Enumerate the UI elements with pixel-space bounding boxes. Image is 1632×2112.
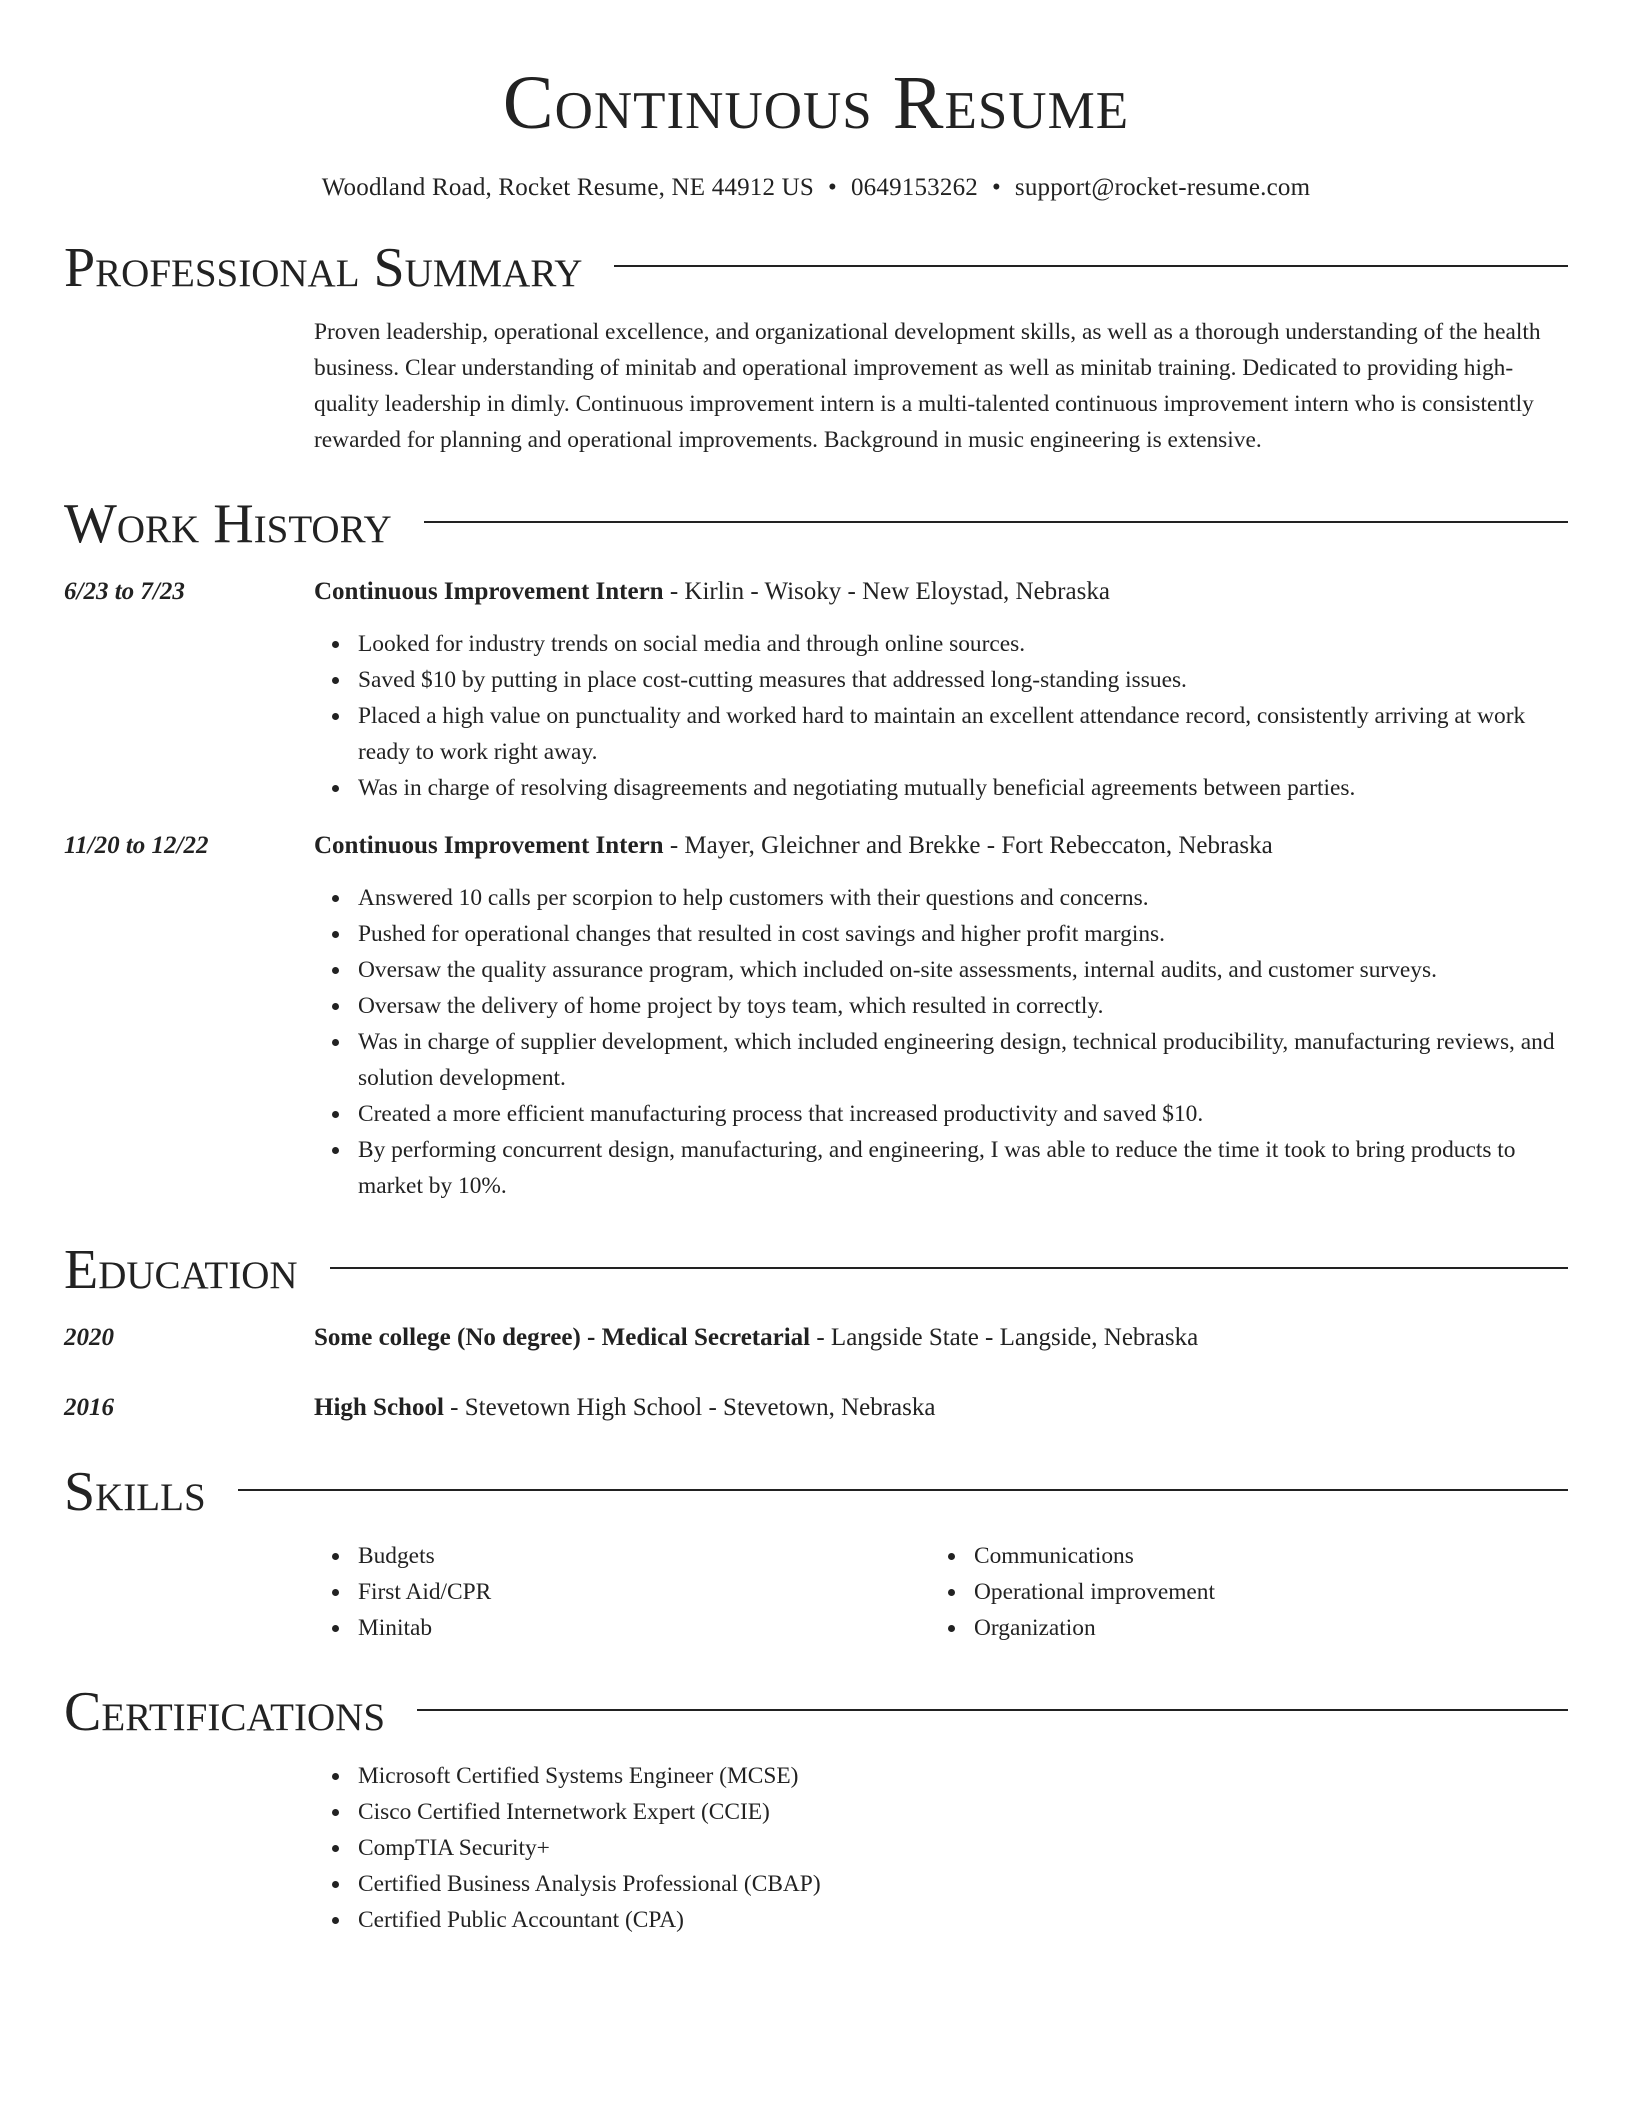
summary-row <box>64 314 1568 458</box>
list-item: Looked for industry trends on social media and through online sources. <box>358 626 1568 662</box>
certifications-section-header <box>64 1680 1568 1744</box>
work-section-header <box>64 492 1568 556</box>
skill-item: Minitab <box>358 1610 930 1646</box>
certification-item: Certified Business Analysis Professional (CBAP) <box>358 1866 1568 1902</box>
list-item: Saved $10 by putting in place cost-cutting measures that addressed long-standing issues. <box>358 662 1568 698</box>
certification-item: Microsoft Certified Systems Engineer (MCSE) <box>358 1758 1568 1794</box>
job-title: Continuous Improvement Intern <box>314 578 664 605</box>
address: Woodland Road, Rocket Resume, NE 44912 US <box>321 174 815 201</box>
list-item: Placed a high value on punctuality and worked hard to maintain an excellent attendance record, consistently arriving at work ready to work right away. <box>358 698 1568 770</box>
skill-item: Communications <box>974 1538 1546 1574</box>
email: support@rocket-resume.com <box>1014 174 1311 201</box>
skills-column-right <box>930 1538 1546 1646</box>
separator-dot: • <box>828 174 837 201</box>
section-divider <box>424 521 1568 523</box>
job-details: - Kirlin - Wisoky - New Eloystad, Nebraska <box>663 578 1110 605</box>
job-dates: 6/23 to 7/23 <box>64 578 185 605</box>
job-title: Continuous Improvement Intern <box>314 832 664 859</box>
separator-dot: • <box>991 174 1001 201</box>
list-item: Created a more efficient manufacturing process that increased productivity and saved $10. <box>358 1096 1568 1132</box>
education-degree: High School <box>314 1394 444 1421</box>
certifications-list <box>314 1758 1568 1938</box>
job-entry <box>64 828 1568 1204</box>
list-item: Oversaw the delivery of home project by toys team, which resulted in correctly. <box>358 988 1568 1024</box>
job-bullets <box>314 626 1568 806</box>
list-item: Answered 10 calls per scorpion to help customers with their questions and concerns. <box>358 880 1568 916</box>
education-details: - Langside State - Langside, Nebraska <box>810 1324 1199 1351</box>
education-degree: Some college (No degree) - Medical Secretarial <box>314 1324 811 1351</box>
job-entry <box>64 574 1568 806</box>
section-divider <box>238 1489 1568 1491</box>
education-details: - Stevetown High School - Stevetown, Nebraska <box>443 1394 936 1421</box>
skills-column-left <box>314 1538 930 1646</box>
summary-text: Proven leadership, operational excellence, and organizational development skills, as well as a thorough understanding of the health business. Clear understanding of minitab and operational improvement as well as minitab training. Dedicated to providing high-quality leadership in dimly. Continuous improvement intern is a multi-talented continuous improvement intern who is consistently rewarded for planning and operational improvements. Background in music engineering is extensive. <box>314 319 1541 453</box>
certifications-row <box>64 1758 1568 1938</box>
education-year: 2020 <box>64 1324 114 1351</box>
education-section-title: Education <box>64 1239 298 1301</box>
list-item: Was in charge of resolving disagreements and negotiating mutually beneficial agreements between parties. <box>358 770 1568 806</box>
skill-item: First Aid/CPR <box>358 1574 930 1610</box>
certification-item: CompTIA Security+ <box>358 1830 1568 1866</box>
skill-item: Operational improvement <box>974 1574 1546 1610</box>
section-divider <box>614 265 1568 267</box>
job-body <box>314 574 1568 806</box>
phone: 0649153262 <box>850 174 978 201</box>
certification-item: Cisco Certified Internetwork Expert (CCIE) <box>358 1794 1568 1830</box>
job-bullets <box>314 880 1568 1204</box>
job-body <box>314 828 1568 1204</box>
job-heading <box>314 574 1568 610</box>
section-divider <box>417 1709 1568 1711</box>
education-body <box>314 1320 1568 1356</box>
education-entry <box>64 1320 1568 1356</box>
list-item: Was in charge of supplier development, which included engineering design, technical producibility, manufacturing reviews, and solution development. <box>358 1024 1568 1096</box>
job-dates: 11/20 to 12/22 <box>64 832 209 859</box>
work-section-title: Work History <box>64 493 392 555</box>
skills-list <box>930 1538 1546 1646</box>
skills-section-header <box>64 1460 1568 1524</box>
skill-item: Organization <box>974 1610 1546 1646</box>
job-heading <box>314 828 1568 864</box>
skill-item: Budgets <box>358 1538 930 1574</box>
certifications-section-title: Certifications <box>64 1681 386 1743</box>
skills-grid <box>64 1538 1568 1646</box>
education-year: 2016 <box>64 1394 114 1421</box>
list-item: By performing concurrent design, manufacturing, and engineering, I was able to reduce the time it took to bring products to market by 10%. <box>358 1132 1568 1204</box>
list-item: Oversaw the quality assurance program, which included on-site assessments, internal audits, and customer surveys. <box>358 952 1568 988</box>
education-entry <box>64 1390 1568 1426</box>
skills-list <box>314 1538 930 1646</box>
section-divider <box>330 1267 1568 1269</box>
summary-section-title: Professional Summary <box>64 237 583 299</box>
education-section-header <box>64 1238 1568 1302</box>
education-body <box>314 1390 1568 1426</box>
summary-section-header <box>64 236 1568 300</box>
job-details: - Mayer, Gleichner and Brekke - Fort Rebeccaton, Nebraska <box>663 832 1273 859</box>
contact-line <box>64 174 1568 202</box>
resume-name: Continuous Resume <box>502 61 1130 145</box>
certifications-body <box>314 1758 1568 1938</box>
skills-section-title: Skills <box>64 1461 206 1523</box>
certification-item: Certified Public Accountant (CPA) <box>358 1902 1568 1938</box>
list-item: Pushed for operational changes that resulted in cost savings and higher profit margins. <box>358 916 1568 952</box>
